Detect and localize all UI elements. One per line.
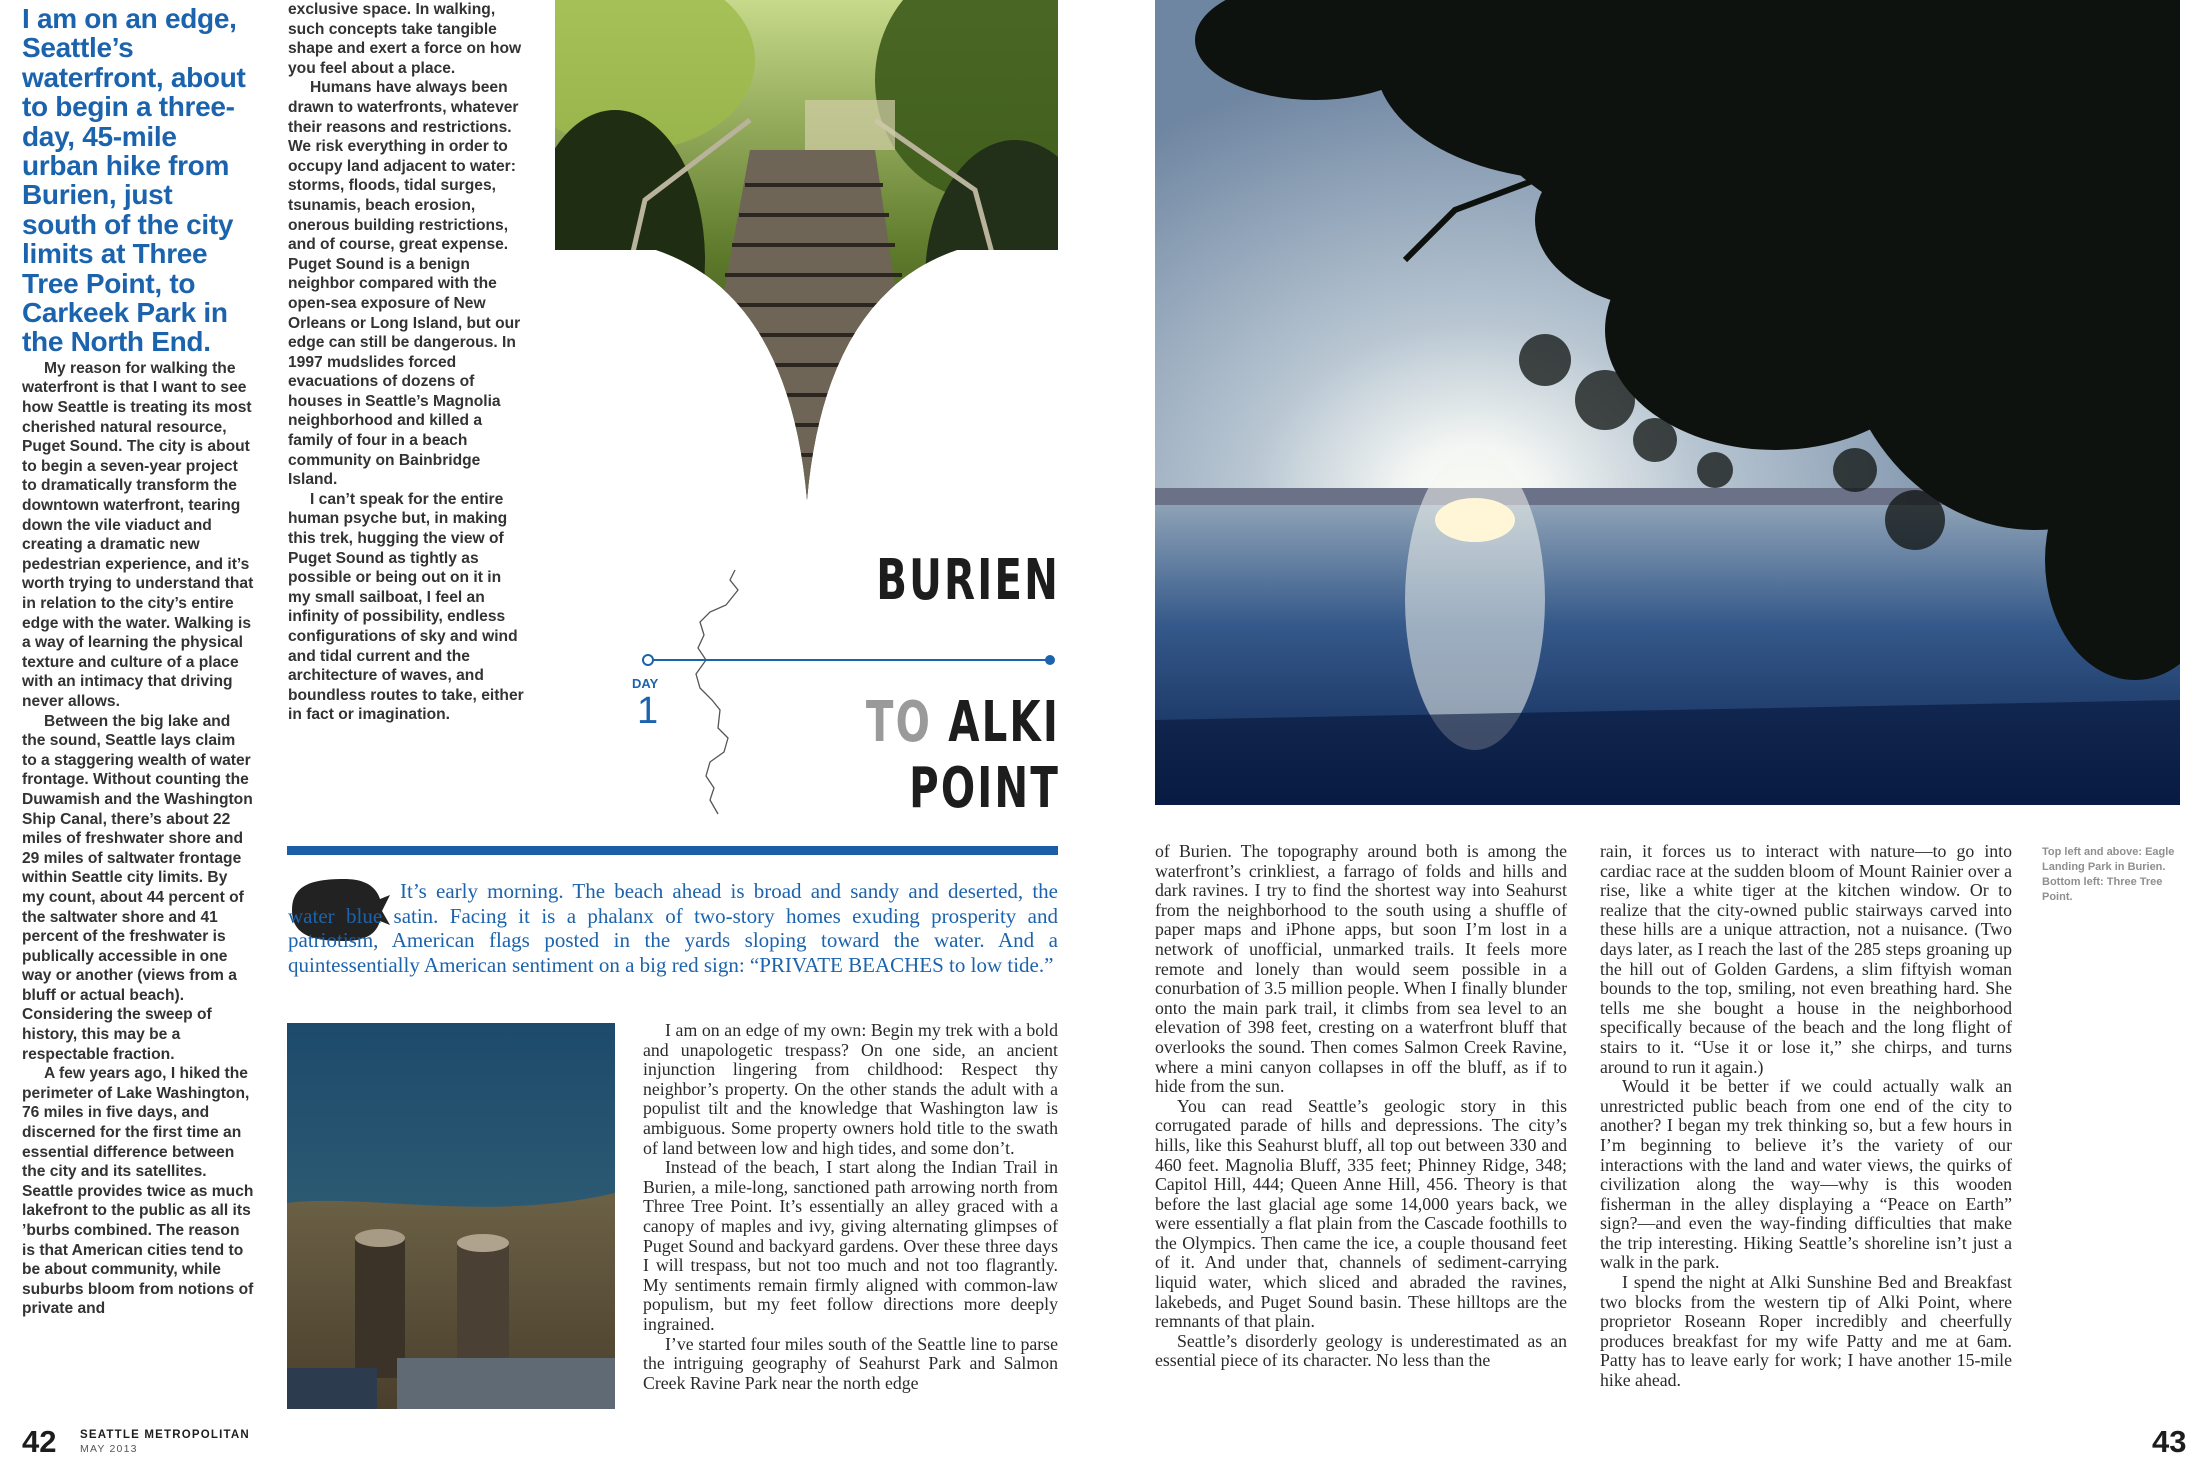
left-body-text	[643, 1021, 1058, 1393]
title-alki: ALKI	[948, 690, 1060, 755]
day-number: 1	[637, 690, 659, 732]
paragraph: Would it be better if we could actually walk an unrestricted public beach from one end of the city to another? I began my trek thinking so, but a few hours in I’m beginning to believe it’s the variety of our interactions with the land and water views, the quirks of civilization along the way—why is this wooden fisherman in the alley displaying a “Peace on Earth” sign?—and even the way-finding difficulties that make the trip interesting. Hiking Seattle’s shoreline isn’t just a walk in the park.	[1600, 1076, 2012, 1273]
paragraph: My reason for walking the waterfront is that I want to see how Seattle is treating its most cherished natural resource, Puget Sound. The city is about to begin a seven-year project to dramatically transform the downtown waterfront, tearing down the vile viaduct and creating a dramatic new pedestrian experience, and it’s worth trying to understand that in relation to the city’s entire edge with the water. Walking is a way of learning the physical texture and culture of a place with an intimacy that driving never allows.	[22, 359, 254, 710]
lede-headline: I am on an edge, Seattle’s waterfront, about to begin a three-day, 45-mile urban hike from Burien, just south of the city limits at Three Tree Point, to Carkeek Park in the North End.	[22, 3, 246, 358]
paragraph: Between the big lake and the sound, Seattle lays claim to a staggering wealth of water frontage. Without counting the Duwamish and the Washington Ship Canal, there’s about 22 miles of freshwater shore and 29 miles of saltwater frontage within Seattle city limits. By my count, about 44 percent of the saltwater shore and 41 percent of the freshwater is publically accessible in one way or another (views from a bluff or actual beach). Considering the sweep of history, this may be a respectable fraction.	[22, 712, 253, 1063]
paragraph: I’ve started four miles south of the Seattle line to parse the intriguing geography of Seahurst Park and Salmon Creek Ravine Park near the north edge	[643, 1333, 1058, 1393]
folio-date: MAY 2013	[80, 1443, 138, 1455]
left-column-1	[22, 4, 254, 1319]
folio-number-right: 43	[2152, 1424, 2187, 1459]
stairway-photo	[555, 0, 1058, 505]
day-label: DAY	[632, 676, 659, 691]
paragraph: rain, it forces us to interact with nature—to go into cardiac race at the sudden bloom of Mount Rainier over a rise, like a white tiger at the kitchen window. Or to realize that the city-owned public stairways carved into these hills are a unique attraction, not a nuisance. (Two days later, as I reach the last of the 285 steps groaning up the hill out of Golden Gardens, a slim fiftyish woman bounds to the top, smiling, not even breathing hard. She tells me she bought a house in the neighborhood specifically because of the beach and the long flight of stairs to it. “Use it or lose it,” she chirps, and turns around to run it again.)	[1600, 841, 2012, 1077]
paragraph: I spend the night at Alki Sunshine Bed and Breakfast two blocks from the western tip of Alki Point, where proprietor Roseann Roper incredibly and cheerfully produces breakfast for my wife Patty and me at 6am. Patty has to leave early for work; I have another 15-mile hike ahead.	[1600, 1272, 2012, 1391]
folio-magazine: SEATTLE METROPOLITAN	[80, 1429, 250, 1441]
section-rule	[287, 846, 1058, 855]
paragraph: Humans have always been drawn to waterfronts, whatever their reasons and restrictions. We risk everything in order to occupy land adjacent to water: storms, floods, tidal surges, tsunamis, beach erosion, onerous building restrictions, and of course, great expense. Puget Sound is a benign neighbor compared with the open-sea exposure of New Orleans or Long Island, but our edge can still be dangerous. In 1997 mudslides forced evacuations of dozens of houses in Seattle’s Magnolia neighborhood and killed a family of four in a beach community on Bainbridge Island.	[288, 79, 521, 489]
sunset-tree-photo	[1155, 0, 2180, 805]
title-point: POINT	[909, 756, 1060, 821]
pull-quote: It’s early morning. The beach ahead is broad and sandy and deserted, the water blue satin. Facing it is a phalanx of two-story homes exuding prosperity and patriotism, American flags posted in the yards sloping toward the water. And a quintessentially American sentiment on a big red sign: “PRIVATE BEACHES to low tide.”	[288, 879, 1058, 977]
folio-number-left: 42	[22, 1424, 57, 1459]
photo-caption: Top left and above: Eagle Landing Park in Burien. Bottom left: Three Tree Point.	[2042, 846, 2175, 903]
paragraph: exclusive space. In walking, such concepts take tangible shape and exert a force on how you feel about a place.	[288, 1, 522, 77]
title-to: TO	[865, 690, 933, 755]
left-column-2	[288, 0, 526, 725]
title-to-alki	[844, 690, 1060, 755]
day-timeline	[636, 650, 1060, 670]
paragraph: Instead of the beach, I start along the Indian Trail in Burien, a mile-long, sanctioned path arrowing north from Three Tree Point. It’s essentially an alley graced with a canopy of maples and ivy, giving alternating glimpses of Puget Sound and backyard gardens. Over these three days I will trespass, but not too much and not too flagrantly. My sentiments remain firmly aligned with common-law populism, but my feet follow directions more deeply ingrained.	[643, 1157, 1058, 1334]
left-column-1-body	[22, 359, 254, 1319]
right-column-1	[1155, 842, 1567, 1371]
beach-posts-photo	[287, 1023, 615, 1409]
paragraph: You can read Seattle’s geologic story in this corrugated parade of hills and depressions. The city’s hills, like this Seahurst bluff, all top out between 330 and 460 feet. Magnolia Bluff, 335 feet; Phinney Ridge, 348; Capitol Hill, 444; Queen Anne Hill, 456. Theory is that before the last glacial age some 14,000 years back, we were essentially a flat plain from the Cascade foothills to the Olympics. Then came the ice, a couple thousand feet of it. And under that, channels of sediment-carrying liquid water, which sliced and abraded the ravines, lakebeds, and Puget Sound basin. These hilltops are the remnants of that plain.	[1155, 1095, 1567, 1332]
paragraph: I am on an edge of my own: Begin my trek with a bold and unapologetic trespass? On one side, an ancient injunction lingering from childhood: Respect thy neighbor’s property. On the other stands the adult with a populist tilt and the knowledge that Washington law is ambiguous. Some property owners hold title to the swath of land between low and high tides, and some don’t.	[643, 1020, 1058, 1158]
paragraph: I can’t speak for the entire human psyche but, in making this trek, hugging the view of Puget Sound as tightly as possible or being out on it in my small sailboat, I feel an infinity of possibility, endless configurations of sky and wind and tidal current and the architecture of waves, and boundless routes to take, either in fact or imagination.	[288, 490, 524, 724]
paragraph: Seattle’s disorderly geology is underestimated as an essential piece of its character. No less than the	[1155, 1330, 1567, 1371]
paragraph: of Burien. The topography around both is among the waterfront’s crinkliest, a farrago of folds and hills and dark ravines. I try to find the shortest way into Seahurst from the neighborhood to the south using a shuffle of paper maps and iPhone apps, but soon I’m lost in a network of unofficial, unmarked trails. It feels more remote and lonely than would seem possible in a conurbation of 3.5 million people. When I finally blunder onto the main park trail, it climbs from sea level to an elevation of 398 feet, cresting on a waterfront bluff that overlooks the sound. Then comes Salmon Creek Ravine, where a mini canyon collapses in off the bluff, as if to hide from the sun.	[1155, 841, 1567, 1097]
title-burien: BURIEN	[876, 548, 1060, 613]
paragraph: A few years ago, I hiked the perimeter of Lake Washington, 76 miles in five days, and discerned for the first time an essential difference between the city and its satellites. Seattle provides twice as much lakefront to the public as all its ’burbs combined. The reason is that American cities tend to be about community, while suburbs bloom from notions of private and	[22, 1065, 254, 1318]
right-column-2	[1600, 842, 2012, 1391]
route-map	[640, 560, 770, 820]
